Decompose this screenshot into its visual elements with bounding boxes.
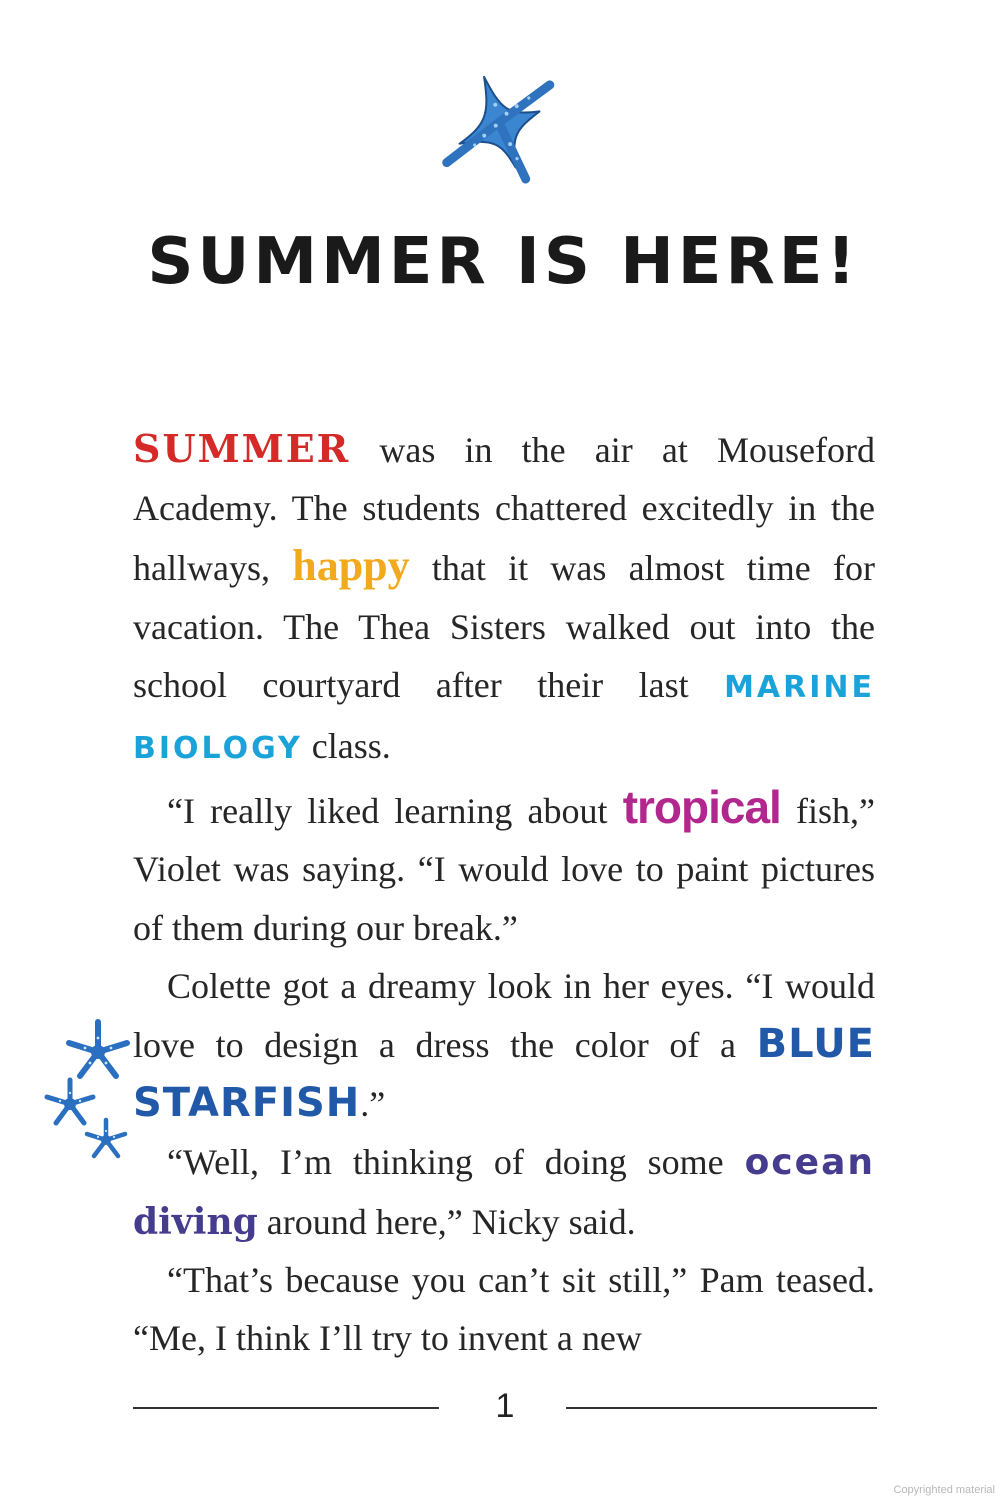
text-run: around here,” Nicky said.: [257, 1201, 636, 1242]
page-number: 1: [495, 1387, 515, 1425]
text-run: “I really liked learning about: [167, 791, 623, 832]
highlight-blue-starfish: BLUE STARFISH: [133, 1021, 875, 1127]
highlight-diving: diving: [133, 1200, 258, 1243]
text-run: class.: [302, 726, 391, 767]
paragraph-2: [133, 778, 875, 957]
blue-starfish-icon: [428, 72, 584, 190]
text-run: “That’s because you can’t sit still,” Pam teased. “Me, I think I’ll try to invent a new: [133, 1259, 875, 1359]
starfish-cluster-icon: [44, 1018, 136, 1166]
highlight-happy: happy: [292, 541, 410, 591]
body-text: [133, 420, 875, 1367]
text-run: “Well, I’m thinking of doing some: [167, 1142, 745, 1183]
chapter-title: SUMMER IS HERE!: [147, 225, 860, 299]
paragraph-4: [133, 1133, 875, 1250]
highlight-summer: SUMMER: [133, 426, 351, 471]
text-run: .”: [360, 1084, 386, 1125]
text-run: that it was almost time for vacation. The Thea Sisters walked out into the school courtyard after their last: [133, 548, 876, 705]
highlight-marine-biology: MARINE BIOLOGY: [133, 669, 875, 767]
copyright-watermark: Copyrighted material: [893, 1484, 995, 1496]
paragraph-3: [133, 957, 875, 1134]
paragraph-5: [133, 1251, 875, 1367]
footer-rule-left: [133, 1407, 439, 1409]
text-run: Colette got a dreamy look in her eyes. “I would love to design a dress the color of a: [133, 965, 875, 1066]
highlight-ocean: ocean: [744, 1142, 875, 1184]
paragraph-1: [133, 420, 875, 778]
text-run: was in the air at Mouseford Academy. The students chattered excitedly in the hallways,: [133, 430, 875, 589]
footer-rule-right: [566, 1407, 877, 1409]
highlight-tropical: tropical: [622, 781, 781, 834]
text-run: fish,” Violet was saying. “I would love to paint pictures of them during our break.”: [133, 791, 875, 948]
